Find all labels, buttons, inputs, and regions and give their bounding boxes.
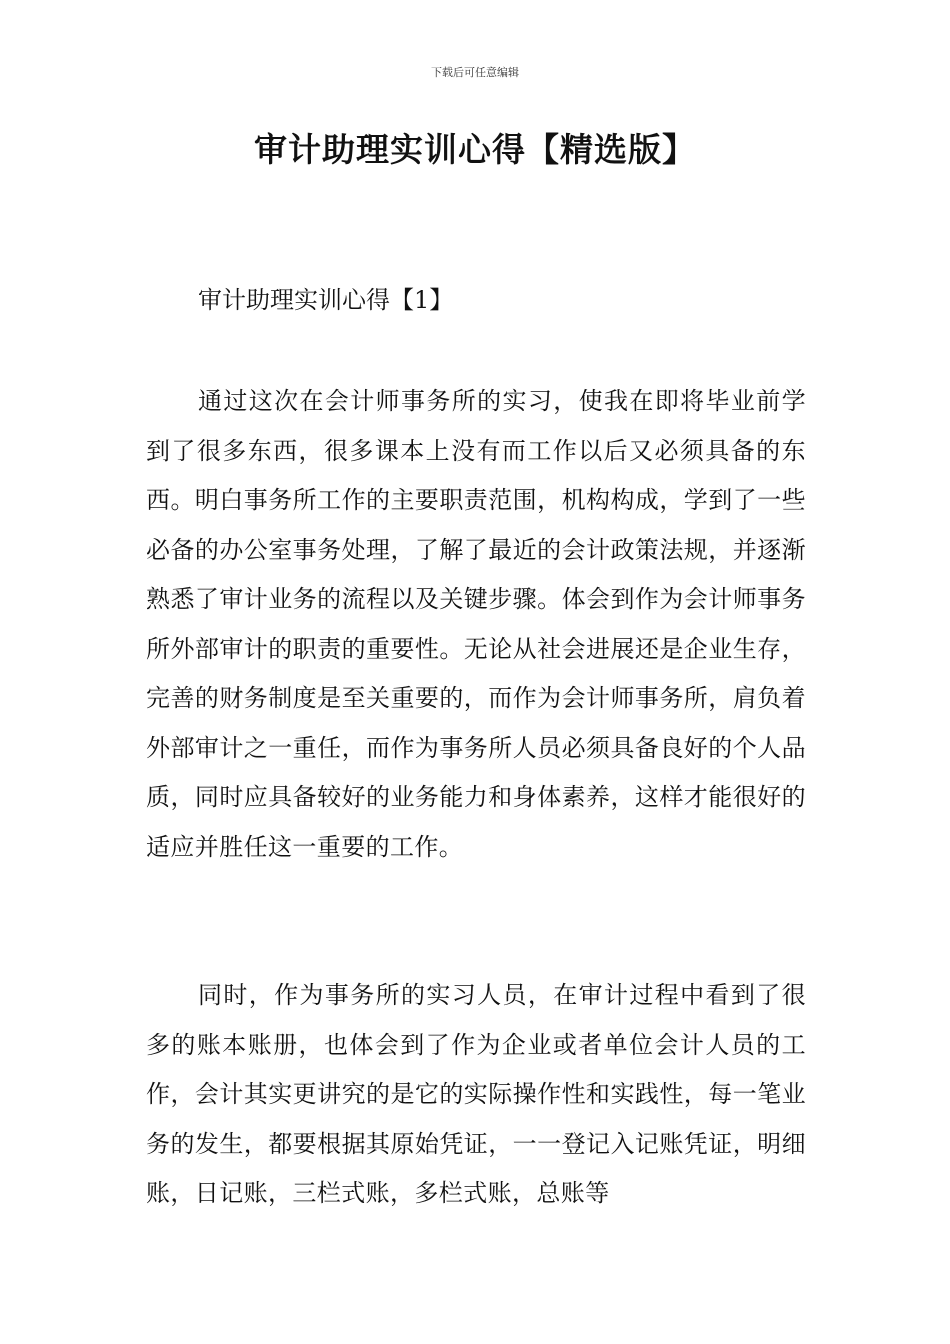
body-paragraph-2: 同时，作为事务所的实习人员，在审计过程中看到了很多的账本账册，也体会到了作为企业或者单位会计人员的工作，会计其实更讲究的是它的实际操作性和实践性，每一笔业务的发生，都要根据其原始凭证，一一登记入记账凭证，明细账，日记账，三栏式账，多栏式账，总账等 (146, 981, 806, 1207)
document-title: 审计助理实训心得【精选版】 (254, 130, 696, 169)
section-heading: 审计助理实训心得【1】 (198, 286, 454, 314)
body-paragraph-1: 通过这次在会计师事务所的实习，使我在即将毕业前学到了很多东西，很多课本上没有而工作以后又必须具备的东西。明白事务所工作的主要职责范围，机构构成，学到了一些必备的办公室事务处理，了解了最近的会计政策法规，并逐渐熟悉了审计业务的流程以及关键步骤。体会到作为会计师事务所外部审计的职责的重要性。无论从社会进展还是企业生存，完善的财务制度是至关重要的，而作为会计师事务所，肩负着外部审计之一重任，而作为事务所人员必须具备良好的个人品质，同时应具备较好的业务能力和身体素养，这样才能很好的适应并胜任这一重要的工作。 (146, 387, 806, 861)
header-note: 下载后可任意编辑 (431, 66, 519, 79)
